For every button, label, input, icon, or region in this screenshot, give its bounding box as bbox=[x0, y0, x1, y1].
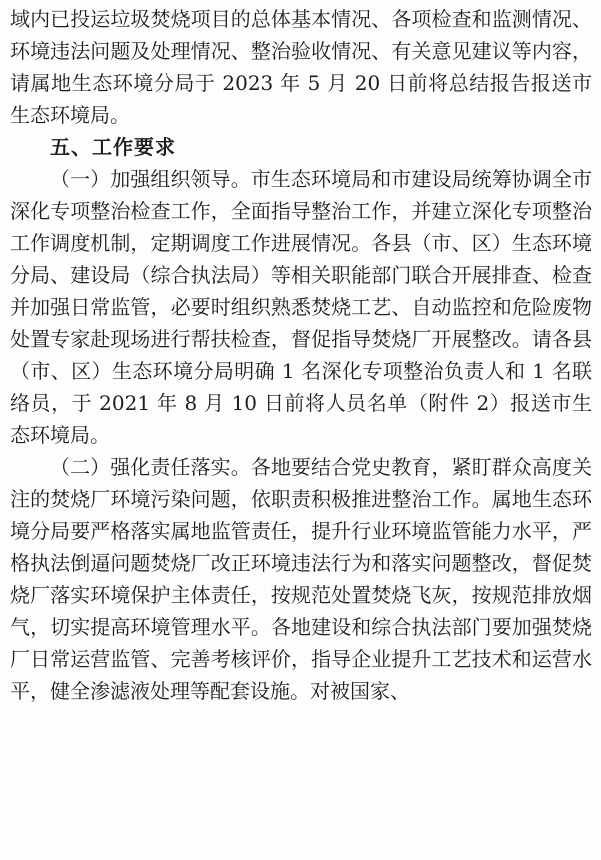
document-body bbox=[10, 3, 592, 707]
paragraph-responsibility: （二）强化责任落实。各地要结合党史教育，紧盯群众高度关注的焚烧厂环境污染问题，依职责积极推进整治工作。属地生态环境分局要严格落实属地监管责任，提升行业环境监管能力水平，严格执法倒逼问题焚烧厂改正环境违法行为和落实问题整改，督促焚烧厂落实环境保护主体责任，按规范处置焚烧飞灰，按规范排放烟气，切实提高环境管理水平。各地建设和综合执法部门要加强焚烧厂日常运营监管、完善考核评价，指导企业提升工艺技术和运营水平，健全渗滤液处理等配套设施。对被国家、 bbox=[10, 455, 592, 703]
continuation-paragraph: 域内已投运垃圾焚烧项目的总体基本情况、各项检查和监测情况、环境违法问题及处理情况、整治验收情况、有关意见建议等内容，请属地生态环境分局于 2023 年 5 月 20 日前将总结报告报送市生态环境局。 bbox=[10, 7, 592, 127]
paragraph-organization-leadership: （一）加强组织领导。市生态环境局和市建设局统筹协调全市深化专项整治检查工作，全面指导整治工作，并建立深化专项整治工作调度机制，定期调度工作进展情况。各县（市、区）生态环境分局、建设局（综合执法局）等相关职能部门联合开展排查、检查并加强日常监管，必要时组织熟悉焚烧工艺、自动监控和危险废物处置专家赴现场进行帮扶检查，督促指导焚烧厂开展整改。请各县（市、区）生态环境分局明确 1 名深化专项整治负责人和 1 名联络员，于 2021 年 8 月 10 日前将人员名单（附件 2）报送市生态环境局。 bbox=[10, 167, 592, 447]
section-heading: 五、工作要求 bbox=[50, 135, 176, 159]
